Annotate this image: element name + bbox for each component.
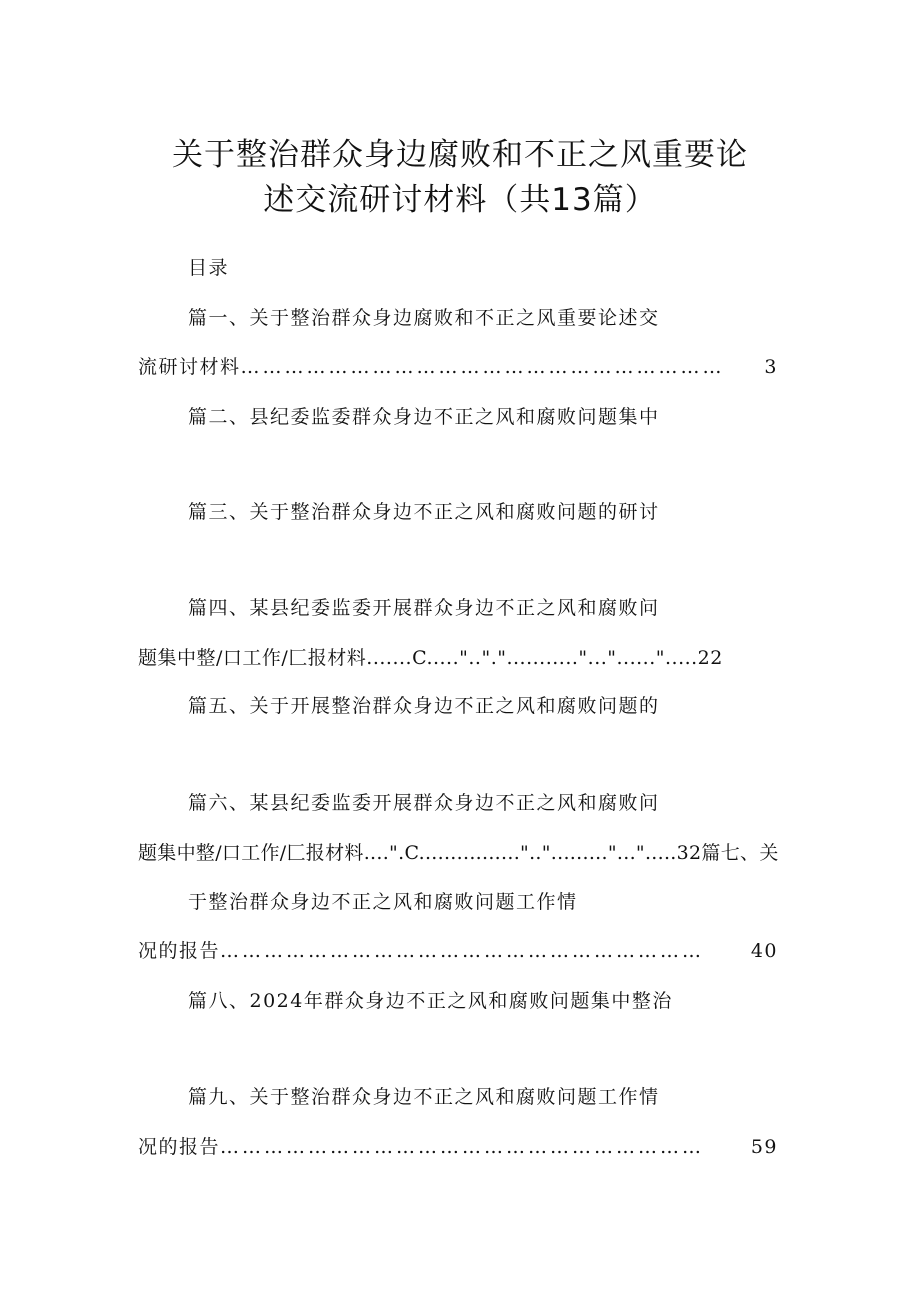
toc-entry-9-line-1: 篇九、关于整治群众身边不正之风和腐败问题工作情 — [188, 1086, 660, 1108]
toc-entry-1-line-1: 篇一、关于整治群众身边腐败和不正之风重要论述交 — [188, 307, 660, 329]
toc-entry-1-line-2 — [138, 352, 778, 382]
toc-entry-8-line-1: 篇八、2024年群众身边不正之风和腐败问题集中整治 — [188, 990, 673, 1012]
toc-entry-6-line-1: 篇六、某县纪委监委开展群众身边不正之风和腐败问 — [188, 792, 660, 814]
toc-entry-1-page-number: 3 — [764, 356, 778, 378]
toc-entry-4-line-2: 题集中整/口工作/匚报材料.......C.....".."."..........."..."......".....22 — [138, 647, 723, 669]
toc-entry-5-line-1: 篇五、关于开展整治群众身边不正之风和腐败问题的 — [188, 695, 660, 717]
toc-entry-9-leader-dots: ………………………………………………………… — [220, 1136, 705, 1158]
toc-entry-7-line-1: 于整治群众身边不正之风和腐败问题工作情 — [188, 891, 578, 913]
toc-entry-7-line-2 — [138, 936, 778, 966]
toc-heading: 目录 — [188, 257, 230, 279]
toc-entry-7-text: 况的报告 — [138, 940, 221, 962]
toc-entry-7-page-number: 40 — [750, 940, 778, 962]
toc-entry-4-line-1: 篇四、某县纪委监委开展群众身边不正之风和腐败问 — [188, 597, 660, 619]
toc-entry-9-text: 况的报告 — [138, 1136, 221, 1158]
toc-entry-7-leader-dots: ………………………………………………………… — [220, 940, 705, 962]
toc-entry-9-line-2 — [138, 1132, 778, 1162]
document-title-line-1: 关于整治群众身边腐败和不正之风重要论 — [172, 137, 748, 173]
toc-entry-1-leader-dots: ………………………………………………………… — [240, 356, 725, 378]
document-title-line-2: 述交流研讨材料（共13篇） — [263, 182, 657, 218]
toc-entry-1-text: 流研讨材料 — [138, 356, 241, 378]
toc-entry-2-line-1: 篇二、县纪委监委群众身边不正之风和腐败问题集中 — [188, 406, 660, 428]
toc-entry-9-page-number: 59 — [750, 1136, 778, 1158]
toc-entry-3-line-1: 篇三、关于整治群众身边不正之风和腐败问题的研讨 — [188, 501, 660, 523]
toc-entry-6-line-2: 题集中整/口工作/匚报材料....".C................".."........."...".....32篇七、关 — [138, 842, 779, 864]
